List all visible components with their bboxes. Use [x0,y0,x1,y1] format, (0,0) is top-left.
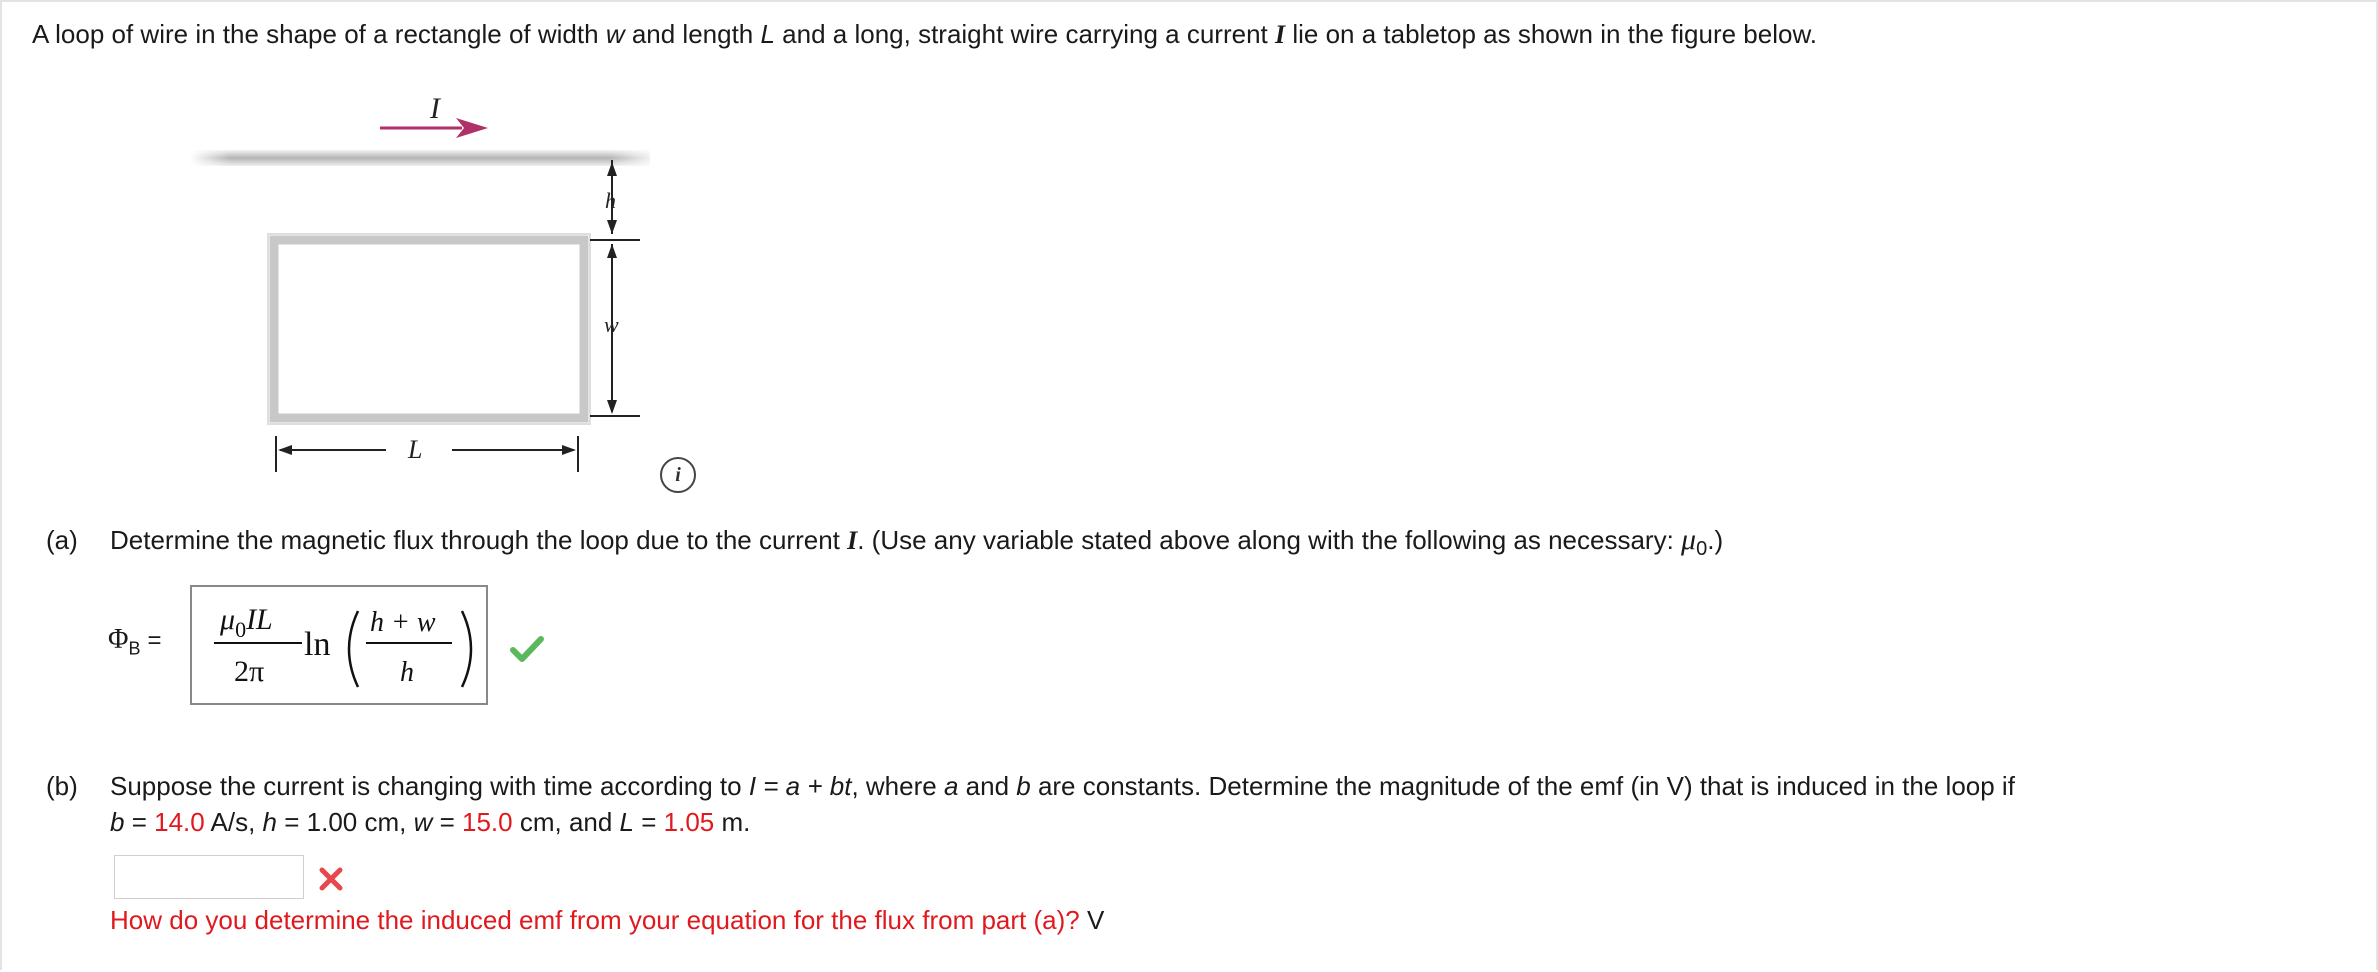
info-icon[interactable]: i [660,457,696,493]
h-label: h [605,188,616,213]
part-b-label: (b) [46,771,78,801]
flux-formula [200,591,480,701]
flux-answer-box[interactable] [190,585,488,705]
part-a-label: (a) [46,525,78,555]
L-dimension [276,436,578,472]
feedback-hint: How do you determine the induced emf from your equation for the flux from part (a)? V [110,905,1105,935]
incorrect-x-icon [318,866,344,892]
formula-ln: ln [304,626,331,663]
part-b-question-line-2: b = 14.0 A/s, h = 1.00 cm, w = 15.0 cm, and L = 1.05 m. [110,807,751,837]
unit-label: V [1079,905,1105,935]
w-label: w [604,312,619,337]
part-b-question-line-1: Suppose the current is changing with time according to I = a + bt, where a and b are constants. Determine the magnitude of the emf (in V) that is induced in the loop if [110,771,2015,801]
formula-numerator-2: h + w [370,607,436,638]
part-a-question: Determine the magnetic flux through the loop due to the current I. (Use any variable stated above along with the following as necessary: $\mu_0$.) [110,523,1724,561]
rectangular-loop [268,234,590,424]
flux-label: $\Phi_B$ = [108,624,162,659]
w-value: 15.0 [462,807,513,837]
wire-loop-figure [190,84,660,484]
formula-numerator-1: $\mu_0IL$ [220,603,273,642]
straight-wire [190,146,660,170]
L-label: L [408,435,423,464]
L-value: 1.05 [663,807,715,837]
b-value: 14.0 [154,807,205,837]
formula-denominator-2: h [400,657,414,688]
formula-denominator-1: 2π [234,655,265,688]
emf-answer-input[interactable] [114,855,304,899]
problem-statement: A loop of wire in the shape of a rectangle of width w and length L and a long, straight wire carrying a current I lie on a tabletop as shown in the figure below. [32,19,1818,49]
current-label: I [430,92,440,125]
correct-check-icon [510,634,544,664]
